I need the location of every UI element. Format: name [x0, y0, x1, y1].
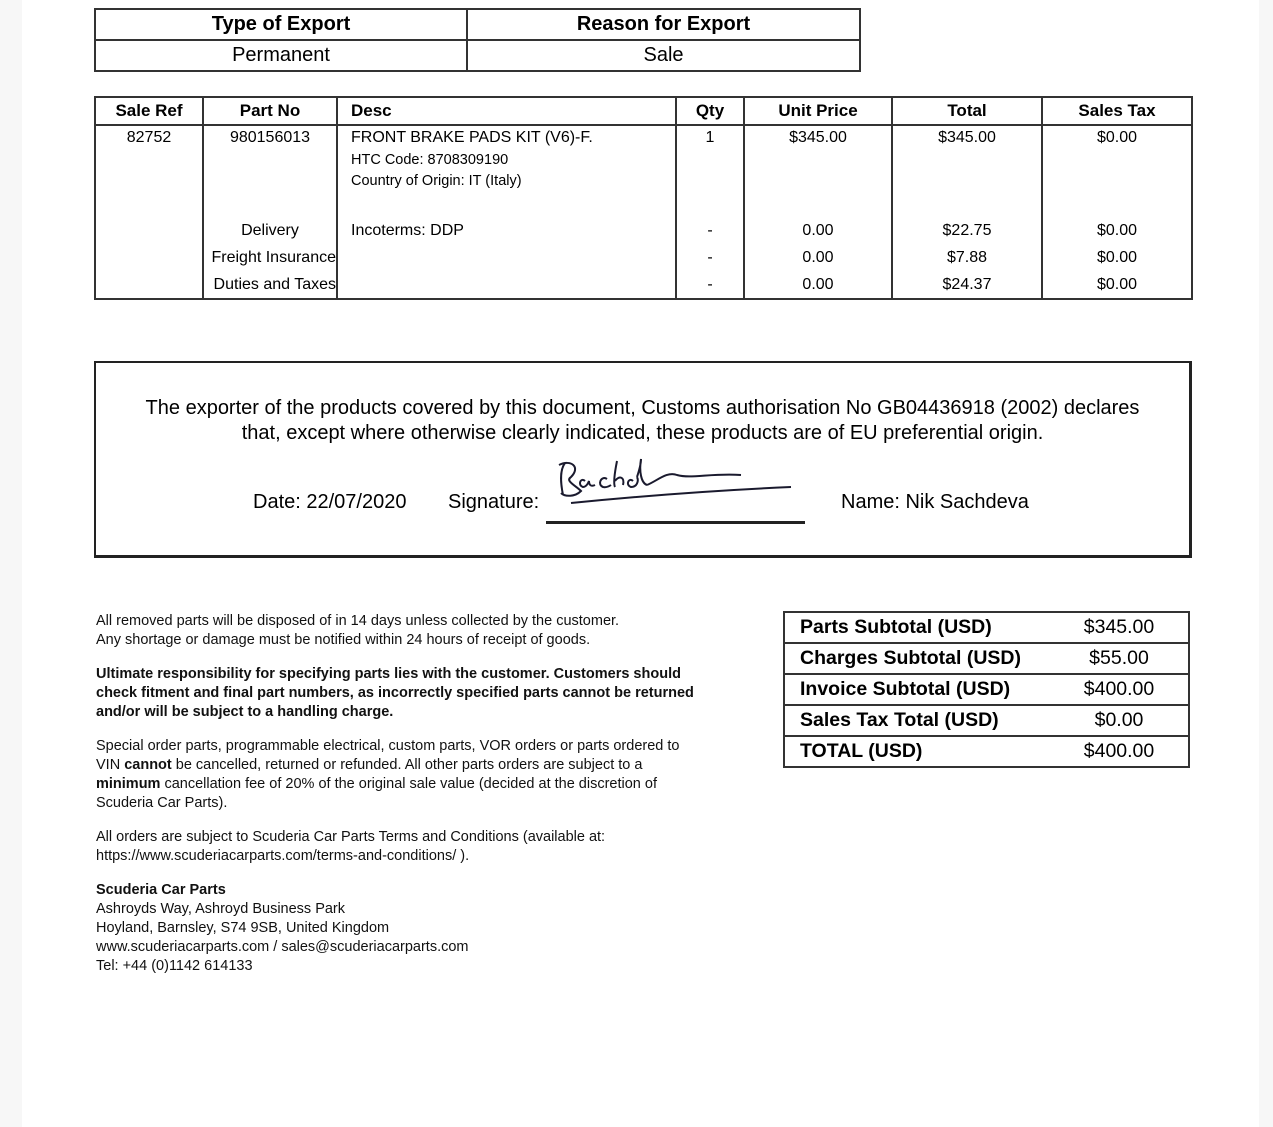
total-cell: $24.37 — [892, 271, 1042, 299]
page-edge-right — [1259, 0, 1273, 1127]
terms-text: Special order parts, programmable electrical, custom parts, VOR orders or parts ordered to VIN — [96, 738, 680, 773]
totals-row — [784, 736, 1189, 767]
invoice-subtotal-label: Invoice Subtotal (USD) — [784, 674, 1050, 705]
sales-tax-header: Sales Tax — [1042, 97, 1192, 125]
sales-tax-total-value: $0.00 — [1050, 705, 1189, 736]
totals-row — [784, 674, 1189, 705]
table-row — [95, 125, 1192, 217]
terms-shortage-line: Any shortage or damage must be notified within 24 hours of receipt of goods. — [96, 632, 591, 648]
charge-label: Freight Insurance — [203, 244, 337, 271]
type-of-export-header: Type of Export — [95, 9, 467, 40]
declaration-date: Date: 22/07/2020 — [253, 491, 407, 513]
totals-table — [783, 611, 1190, 768]
signatory-name: Name: Nik Sachdeva — [841, 491, 1029, 513]
desc-text: FRONT BRAKE PADS KIT (V6)-F. — [351, 129, 593, 146]
declaration-box — [94, 361, 1192, 558]
declaration-line-1: The exporter of the products covered by this document, Customs authorisation No GB04436918 (2002) declares — [145, 397, 1140, 419]
qty-header: Qty — [676, 97, 744, 125]
unit-price-header: Unit Price — [744, 97, 892, 125]
declaration-text — [96, 396, 1189, 446]
qty-cell: 1 — [676, 125, 744, 217]
terms-text: be cancelled, returned or refunded. All other parts orders are subject to a — [171, 757, 643, 773]
reason-for-export-value: Sale — [467, 40, 860, 71]
export-value-row — [95, 40, 860, 71]
terms-paragraph-responsibility: Ultimate responsibility for specifying parts lies with the customer. Customers should check fitment and final part numbers, as incorrectly specified parts cannot be returned and/or will be subject to a handling charge. — [96, 666, 694, 720]
sale-ref-header: Sale Ref — [95, 97, 203, 125]
terms-section — [96, 612, 696, 976]
sales-tax-cell: $0.00 — [1042, 217, 1192, 244]
signature-label: Signature: — [448, 491, 540, 513]
charge-label: Duties and Taxes — [203, 271, 337, 299]
desc-cell — [337, 271, 676, 299]
sale-ref-cell — [95, 244, 203, 271]
sales-tax-cell: $0.00 — [1042, 244, 1192, 271]
terms-emphasis: cannot — [124, 757, 172, 773]
qty-cell: - — [676, 217, 744, 244]
invoice-subtotal-value: $400.00 — [1050, 674, 1189, 705]
reason-for-export-header: Reason for Export — [467, 9, 860, 40]
charges-subtotal-value: $55.00 — [1050, 643, 1189, 674]
terms-paragraph-disposal — [96, 612, 696, 650]
company-details — [96, 881, 696, 976]
charge-label: Delivery — [203, 217, 337, 244]
grand-total-value: $400.00 — [1050, 736, 1189, 767]
total-cell: $22.75 — [892, 217, 1042, 244]
terms-paragraph-conditions: All orders are subject to Scuderia Car Parts Terms and Conditions (available at: https://www.scuderiacarparts.com/terms-and-conditions/ ). — [96, 829, 606, 864]
export-table — [94, 8, 861, 72]
htc-code: HTC Code: 8708309190 — [351, 152, 509, 168]
unit-price-cell: $345.00 — [744, 125, 892, 217]
sale-ref-cell: 82752 — [95, 125, 203, 217]
total-cell: $7.88 — [892, 244, 1042, 271]
sale-ref-cell — [95, 217, 203, 244]
items-header-row — [95, 97, 1192, 125]
charges-subtotal-label: Charges Subtotal (USD) — [784, 643, 1050, 674]
part-no-header: Part No — [203, 97, 337, 125]
handwritten-signature — [551, 451, 811, 521]
unit-price-cell: 0.00 — [744, 217, 892, 244]
totals-row — [784, 705, 1189, 736]
company-tel: Tel: +44 (0)1142 614133 — [96, 958, 253, 974]
total-cell: $345.00 — [892, 125, 1042, 217]
part-no-cell: 980156013 — [203, 125, 337, 217]
company-web: www.scuderiacarparts.com / sales@scuderiacarparts.com — [96, 939, 469, 955]
table-row — [95, 244, 1192, 271]
table-row — [95, 271, 1192, 299]
unit-price-cell: 0.00 — [744, 244, 892, 271]
terms-disposal-line: All removed parts will be disposed of in 14 days unless collected by the customer. — [96, 613, 620, 629]
desc-cell — [337, 125, 676, 217]
terms-emphasis: minimum — [96, 776, 161, 792]
parts-subtotal-value: $345.00 — [1050, 612, 1189, 643]
total-header: Total — [892, 97, 1042, 125]
unit-price-cell: 0.00 — [744, 271, 892, 299]
sales-tax-cell: $0.00 — [1042, 271, 1192, 299]
sale-ref-cell — [95, 271, 203, 299]
qty-cell: - — [676, 244, 744, 271]
company-address-line-2: Hoyland, Barnsley, S74 9SB, United Kingdom — [96, 920, 390, 936]
sales-tax-total-label: Sales Tax Total (USD) — [784, 705, 1050, 736]
totals-row — [784, 612, 1189, 643]
desc-cell — [337, 244, 676, 271]
table-row — [95, 217, 1192, 244]
qty-cell: - — [676, 271, 744, 299]
desc-header: Desc — [337, 97, 676, 125]
terms-paragraph-special-orders — [96, 737, 696, 813]
country-of-origin: Country of Origin: IT (Italy) — [351, 173, 522, 189]
declaration-line-2: that, except where otherwise clearly indicated, these products are of EU preferential origin. — [241, 422, 1044, 444]
items-table — [94, 96, 1193, 300]
signature-line — [546, 521, 805, 524]
desc-cell: Incoterms: DDP — [337, 217, 676, 244]
terms-text: cancellation fee of 20% of the original sale value (decided at the discretion of Scuderia Car Parts). — [96, 776, 657, 811]
grand-total-label: TOTAL (USD) — [784, 736, 1050, 767]
export-header-row — [95, 9, 860, 40]
type-of-export-value: Permanent — [95, 40, 467, 71]
company-address-line-1: Ashroyds Way, Ashroyd Business Park — [96, 901, 346, 917]
company-name: Scuderia Car Parts — [96, 882, 226, 898]
sales-tax-cell: $0.00 — [1042, 125, 1192, 217]
page-edge-left — [0, 0, 22, 1127]
totals-row — [784, 643, 1189, 674]
parts-subtotal-label: Parts Subtotal (USD) — [784, 612, 1050, 643]
